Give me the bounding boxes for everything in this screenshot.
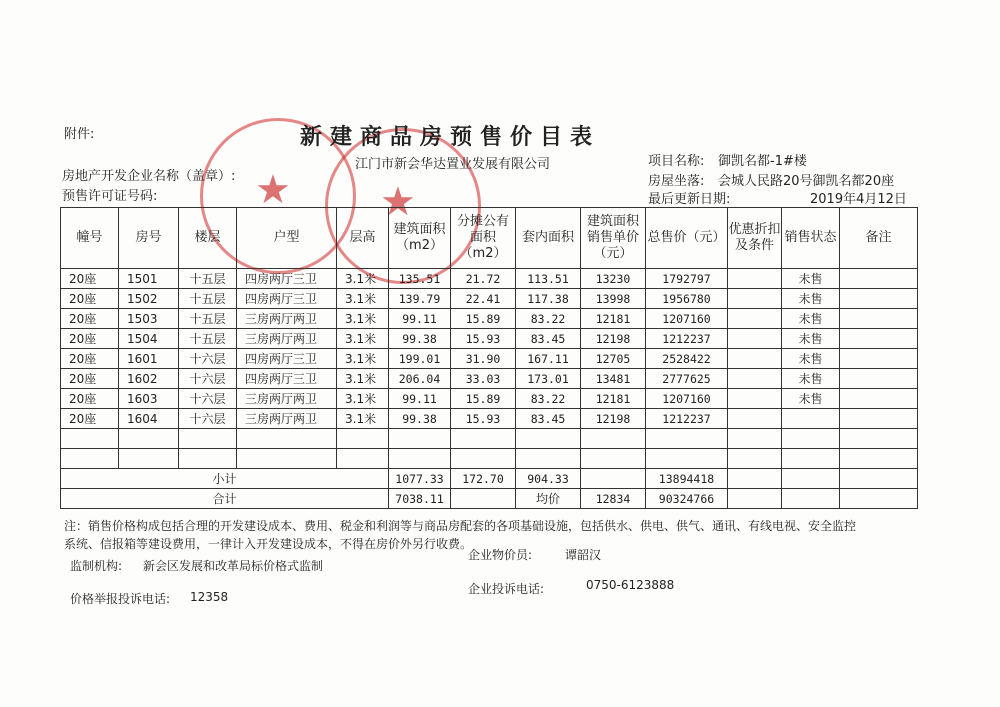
table-cell: [782, 409, 840, 429]
table-cell: 四房两厅三卫: [237, 269, 337, 289]
empty-cell: [840, 469, 918, 489]
empty-cell: [451, 449, 516, 469]
table-cell: 1207160: [646, 309, 728, 329]
table-cell: 未售: [782, 269, 840, 289]
empty-cell: [782, 489, 840, 509]
permit-label: 预售许可证号码:: [62, 189, 158, 204]
subtotal-area: 1077.33: [389, 469, 451, 489]
table-cell: 十五层: [179, 329, 237, 349]
complaint-label: 企业投诉电话:: [468, 582, 545, 596]
empty-cell: [646, 429, 728, 449]
table-cell: 3.1米: [337, 349, 389, 369]
table-cell: [840, 409, 918, 429]
total-price: 90324766: [646, 489, 728, 509]
table-row: [61, 289, 918, 309]
empty-row: [61, 449, 918, 469]
table-cell: [840, 389, 918, 409]
table-cell: 33.03: [451, 369, 516, 389]
header-row: [61, 208, 918, 269]
header-cell: 套内面积: [516, 208, 581, 269]
table-row: [61, 329, 918, 349]
table-cell: 未售: [782, 349, 840, 369]
project-label: 项目名称:: [648, 154, 705, 169]
subtotal-shared: 172.70: [451, 469, 516, 489]
table-cell: 十五层: [179, 309, 237, 329]
developer-label: 房地产开发企业名称（盖章）:: [62, 169, 236, 184]
price-table: [60, 207, 918, 509]
header-cell: 销售状态: [782, 208, 840, 269]
table-cell: 3.1米: [337, 389, 389, 409]
table-cell: 12181: [581, 389, 646, 409]
update-value: 2019年4月12日: [810, 192, 907, 207]
header-cell: 幢号: [61, 208, 119, 269]
location-value: 会城人民路20号御凯名都20座: [718, 174, 895, 189]
table-cell: 113.51: [516, 269, 581, 289]
table-cell: [840, 349, 918, 369]
price-officer-value: 谭韶汉: [565, 548, 602, 562]
average-price: 12834: [581, 489, 646, 509]
header-cell: 层高: [337, 208, 389, 269]
empty-cell: [61, 449, 119, 469]
table-cell: 1502: [119, 289, 179, 309]
table-cell: 3.1米: [337, 409, 389, 429]
table-cell: 31.90: [451, 349, 516, 369]
header-cell: 备注: [840, 208, 918, 269]
table-cell: [728, 289, 782, 309]
table-cell: 十六层: [179, 369, 237, 389]
seal-star-icon: ★: [255, 167, 291, 213]
note-line-1: 注：销售价格构成包括合理的开发建设成本、费用、税金和利润等与商品房配套的各项基础设施，包括供水、供电、供气、通讯、有线电视、安全监控: [64, 519, 857, 533]
header-cell: 建筑面积销售单价（元）: [581, 208, 646, 269]
table-cell: 12705: [581, 349, 646, 369]
table-cell: 未售: [782, 329, 840, 349]
table-cell: 99.11: [389, 309, 451, 329]
table-cell: 12198: [581, 329, 646, 349]
table-cell: 1792797: [646, 269, 728, 289]
empty-row: [61, 429, 918, 449]
empty-cell: [451, 429, 516, 449]
empty-cell: [119, 449, 179, 469]
table-cell: 99.38: [389, 409, 451, 429]
table-cell: 1956780: [646, 289, 728, 309]
table-cell: 20座: [61, 269, 119, 289]
table-cell: 20座: [61, 289, 119, 309]
table-cell: [840, 269, 918, 289]
empty-cell: [516, 449, 581, 469]
table-cell: 99.38: [389, 329, 451, 349]
update-label: 最后更新日期:: [648, 192, 731, 207]
location-label: 房屋坐落:: [648, 174, 705, 189]
table-cell: 1503: [119, 309, 179, 329]
empty-cell: [61, 429, 119, 449]
empty-cell: [389, 449, 451, 469]
table-cell: 3.1米: [337, 289, 389, 309]
empty-cell: [389, 429, 451, 449]
table-cell: 15.89: [451, 389, 516, 409]
empty-cell: [337, 429, 389, 449]
table-cell: [728, 349, 782, 369]
table-cell: 未售: [782, 309, 840, 329]
table-cell: 20座: [61, 309, 119, 329]
table-cell: 15.93: [451, 409, 516, 429]
seal-star-icon: ★: [380, 179, 416, 225]
empty-cell: [728, 489, 782, 509]
table-cell: 12198: [581, 409, 646, 429]
table-cell: 199.01: [389, 349, 451, 369]
report-label: 价格举报投诉电话:: [70, 592, 171, 606]
table-cell: [840, 329, 918, 349]
header-cell: 楼层: [179, 208, 237, 269]
table-cell: 173.01: [516, 369, 581, 389]
subtotal-label: 小计: [61, 469, 389, 489]
table-cell: [840, 289, 918, 309]
table-cell: 1603: [119, 389, 179, 409]
supervisor-label: 监制机构:: [70, 559, 123, 573]
table-cell: 未售: [782, 289, 840, 309]
table-cell: 1604: [119, 409, 179, 429]
table-cell: [728, 409, 782, 429]
table-cell: 99.11: [389, 389, 451, 409]
table-cell: 2528422: [646, 349, 728, 369]
table-cell: 三房两厅两卫: [237, 329, 337, 349]
empty-cell: [840, 489, 918, 509]
table-cell: 1212237: [646, 409, 728, 429]
empty-cell: [119, 429, 179, 449]
table-cell: 十六层: [179, 349, 237, 369]
table-cell: 139.79: [389, 289, 451, 309]
table-row: [61, 269, 918, 289]
table-cell: [728, 389, 782, 409]
table-cell: 1501: [119, 269, 179, 289]
note-line-2: 系统、信报箱等建设费用，一律计入开发建设成本，不得在房价外另行收费。: [64, 537, 473, 551]
table-cell: 83.22: [516, 309, 581, 329]
table-cell: 三房两厅两卫: [237, 389, 337, 409]
table-cell: 1212237: [646, 329, 728, 349]
table-cell: 1601: [119, 349, 179, 369]
empty-cell: [179, 429, 237, 449]
table-cell: 20座: [61, 409, 119, 429]
header-cell: 总售价（元）: [646, 208, 728, 269]
table-cell: 1602: [119, 369, 179, 389]
header-cell: 房号: [119, 208, 179, 269]
table-cell: 1504: [119, 329, 179, 349]
subtotal-row: [61, 469, 918, 489]
subtotal-inner: 904.33: [516, 469, 581, 489]
table-cell: 15.93: [451, 329, 516, 349]
empty-cell: [581, 469, 646, 489]
table-cell: 15.89: [451, 309, 516, 329]
empty-cell: [179, 449, 237, 469]
table-cell: 83.45: [516, 329, 581, 349]
table-cell: [728, 269, 782, 289]
table-cell: 未售: [782, 389, 840, 409]
table-cell: 22.41: [451, 289, 516, 309]
empty-cell: [840, 429, 918, 449]
total-area: 7038.11: [389, 489, 451, 509]
report-value: 12358: [190, 590, 229, 604]
attachment-label: 附件:: [64, 127, 95, 142]
total-row: [61, 489, 918, 509]
price-officer-label: 企业物价员:: [468, 548, 533, 562]
table-cell: [840, 369, 918, 389]
table-cell: 三房两厅两卫: [237, 309, 337, 329]
table-cell: 四房两厅三卫: [237, 369, 337, 389]
table-cell: 四房两厅三卫: [237, 349, 337, 369]
table-cell: 四房两厅三卫: [237, 289, 337, 309]
table-cell: 3.1米: [337, 369, 389, 389]
table-cell: 13230: [581, 269, 646, 289]
table-cell: 83.45: [516, 409, 581, 429]
table-row: [61, 349, 918, 369]
table-cell: 1207160: [646, 389, 728, 409]
supervisor-value: 新会区发展和改革局标价格式监制: [143, 559, 324, 573]
table-cell: 20座: [61, 369, 119, 389]
table-cell: 十六层: [179, 409, 237, 429]
header-cell: 分摊公有面积（m2）: [451, 208, 516, 269]
empty-cell: [782, 429, 840, 449]
empty-cell: [237, 449, 337, 469]
subtotal-total-price: 13894418: [646, 469, 728, 489]
table-cell: 20座: [61, 329, 119, 349]
empty-cell: [728, 449, 782, 469]
table-cell: [840, 309, 918, 329]
total-label: 合计: [61, 489, 389, 509]
table-cell: 十五层: [179, 269, 237, 289]
header-cell: 优惠折扣及条件: [728, 208, 782, 269]
complaint-value: 0750-6123888: [586, 578, 675, 592]
empty-cell: [337, 449, 389, 469]
table-cell: [728, 329, 782, 349]
empty-cell: [728, 469, 782, 489]
header-cell: 建筑面积（m2）: [389, 208, 451, 269]
table-cell: 三房两厅两卫: [237, 409, 337, 429]
table-cell: 117.38: [516, 289, 581, 309]
table-cell: 21.72: [451, 269, 516, 289]
table-cell: 3.1米: [337, 309, 389, 329]
empty-cell: [840, 449, 918, 469]
project-value: 御凯名都-1#楼: [718, 154, 807, 169]
page-title: 新建商品房预售价目表: [300, 125, 601, 150]
empty-cell: [581, 449, 646, 469]
table-cell: 167.11: [516, 349, 581, 369]
table-cell: 2777625: [646, 369, 728, 389]
table-row: [61, 369, 918, 389]
table-cell: 3.1米: [337, 269, 389, 289]
average-label: 均价: [516, 489, 581, 509]
empty-cell: [451, 489, 516, 509]
empty-cell: [782, 449, 840, 469]
table-cell: 12181: [581, 309, 646, 329]
empty-cell: [516, 429, 581, 449]
table-cell: 十五层: [179, 289, 237, 309]
table-cell: 13998: [581, 289, 646, 309]
table-cell: 13481: [581, 369, 646, 389]
table-cell: 135.51: [389, 269, 451, 289]
table-row: [61, 309, 918, 329]
empty-cell: [728, 429, 782, 449]
table-cell: 3.1米: [337, 329, 389, 349]
developer-name: 江门市新会华达置业发展有限公司: [355, 157, 551, 172]
table-row: [61, 409, 918, 429]
empty-cell: [581, 429, 646, 449]
table-row: [61, 389, 918, 409]
table-cell: [728, 309, 782, 329]
table-cell: [728, 369, 782, 389]
table-cell: 20座: [61, 349, 119, 369]
table-cell: 20座: [61, 389, 119, 409]
header-cell: 户型: [237, 208, 337, 269]
table-cell: 十六层: [179, 389, 237, 409]
empty-cell: [782, 469, 840, 489]
table-cell: 未售: [782, 369, 840, 389]
table-cell: 83.22: [516, 389, 581, 409]
empty-cell: [646, 449, 728, 469]
empty-cell: [237, 429, 337, 449]
table-cell: 206.04: [389, 369, 451, 389]
